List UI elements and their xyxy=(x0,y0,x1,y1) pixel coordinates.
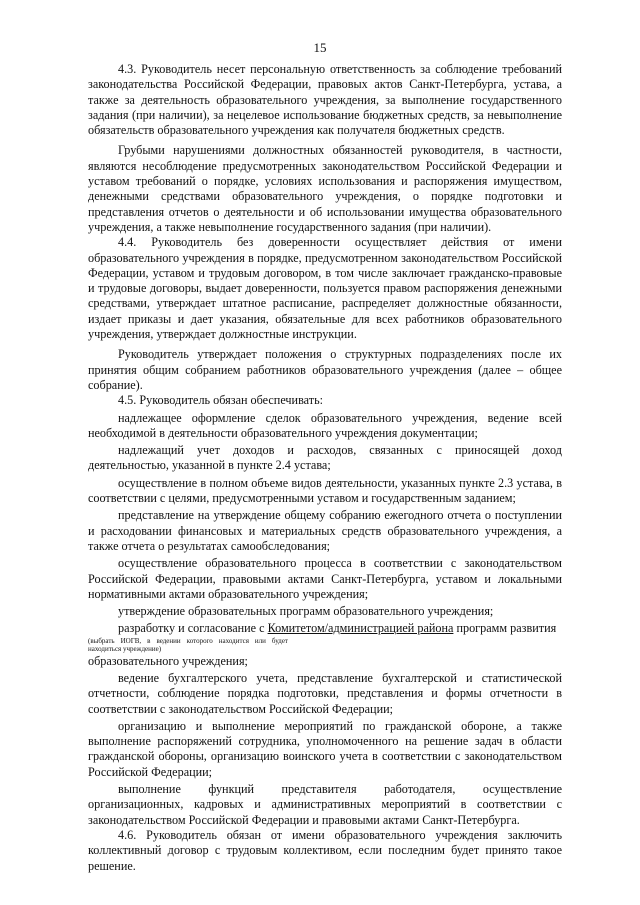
duty-item-continuation: образовательного учреждения; xyxy=(88,653,248,668)
duty-item: выполнение функций представителя работодателя, осуществление организационных, кадровых и административных мероприятий в соответствии с законодательством Российской Федерации и правовыми актами Санкт-Петербурга. xyxy=(88,782,562,827)
duty-item: осуществление в полном объеме видов деятельности, указанных пункте 2.3 устава, в соответствии с целями, предусмотренными уставом и государственным заданием; xyxy=(88,475,562,506)
duty-item: надлежащее оформление сделок образовательного учреждения, ведение всей необходимой в деятельности образовательного учреждения документации; xyxy=(88,410,562,440)
duty-item: ведение бухгалтерского учета, представление бухгалтерской и статистической отчетности, соблюдение порядка подготовки, представления и формы отчетности в соответствии с законодательством Российской Федерации; xyxy=(88,670,562,716)
paragraph-gross-violations: Грубыми нарушениями должностных обязанностей руководителя, в частности, являются несоблюдение предусмотренных законодательством Российской Федерации и уставом требований о порядке, условиях использования и распоряжения имуществом, денежными средствами образовательного учреждения, о порядке подготовки и представления отчетов о деятельности и об использовании имущества образовательного учреждения, а также невыполнение государственного задания (при наличии). xyxy=(88,143,562,234)
duty-item: организацию и выполнение мероприятий по гражданской обороне, а также выполнение распоряжений сотрудника, уполномоченного на решение задач в области гражданской обороны, организацию воинского учета в соответствии с законодательством Российской Федерации; xyxy=(88,718,562,779)
document-body xyxy=(88,62,562,874)
paragraph-approves-regulations: Руководитель утверждает положения о структурных подразделениях после их принятия общим собранием работников образовательного учреждения (далее – общее собрание). xyxy=(88,347,562,392)
duty-item-text: программ развития xyxy=(453,621,557,636)
duty-item: представление на утверждение общему собранию ежегодного отчета о поступлении и расходовании финансовых и материальных средств образовательного учреждения, а также отчета о результатах самообследования; xyxy=(88,508,562,553)
duty-item: осуществление образовательного процесса в соответствии с законодательством Российской Федерации, правовыми актами Санкт-Петербурга, уставом и локальными нормативными актами образовательного учреждения; xyxy=(88,556,562,601)
paragraph-4-5: 4.5. Руководитель обязан обеспечивать: xyxy=(118,393,324,408)
duty-item-text: разработку и согласование с xyxy=(118,621,268,636)
paragraph-4-3: 4.3. Руководитель несет персональную ответственность за соблюдение требований законодательства Российской Федерации, правовых актов Санкт-Петербурга, устава, а также за деятельность образовательного учреждения, за выполнение государственного задания (при наличии), за нецелевое использование бюджетных средств, за невыполнение обязательств образовательного учреждения как получателя бюджетных средств. xyxy=(88,62,562,138)
duty-item: надлежащий учет доходов и расходов, связанных с приносящей доход деятельностью, указанной в пункте 2.4 устава; xyxy=(88,443,562,473)
paragraph-4-6: 4.6. Руководитель обязан от имени образовательного учреждения заключить коллективный договор с трудовым коллективом, если последним будет принято такое решение. xyxy=(88,827,562,873)
duty-item-development-program xyxy=(88,621,562,636)
duty-item: утверждение образовательных программ образовательного учреждения; xyxy=(118,604,494,619)
footnote-note: (выбрать ИОГВ, в ведении которого находится или будет находиться учреждение) xyxy=(88,636,288,654)
paragraph-4-4: 4.4. Руководитель без доверенности осуществляет действия от имени образовательного учреждения в порядке, предусмотренном законодательством Российской Федерации, уставом и трудовым договором, в том числе заключает гражданско-правовые и трудовые договоры, выдает доверенности, пользуется правом распоряжения денежными средствами, утверждает штатное расписание, распределяет должностные обязанности, издает приказы и дает указания, обязательные для всех работников образовательного учреждения, утверждает должностные инструкции. xyxy=(88,235,562,342)
committee-placeholder: Комитетом/администрацией района xyxy=(267,621,454,636)
page-number: 15 xyxy=(313,40,327,55)
